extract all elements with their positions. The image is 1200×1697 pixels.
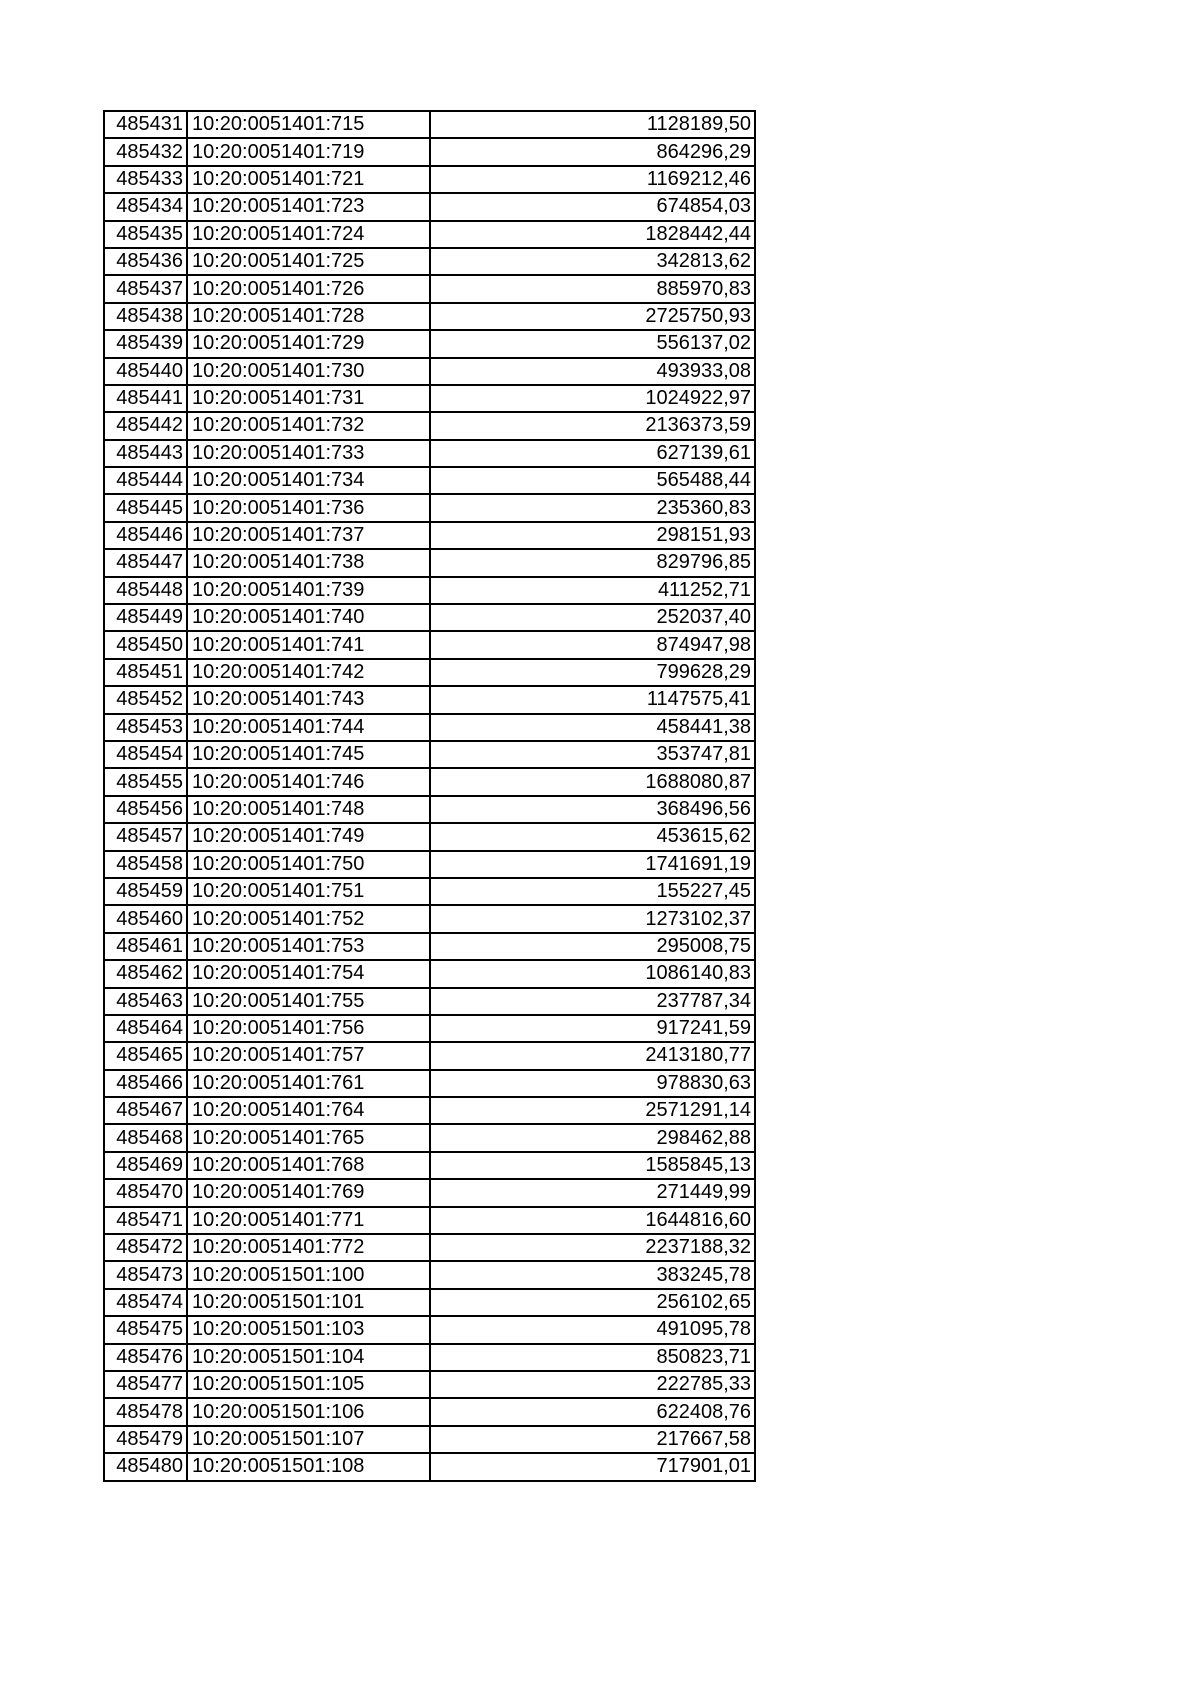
value-cell: 978830,63 [430,1070,755,1097]
value-cell: 1147575,41 [430,686,755,713]
row-id-cell: 485477 [104,1371,187,1398]
value-cell: 2237188,32 [430,1234,755,1261]
table-row [104,1344,755,1371]
cadastral-number-cell: 10:20:0051401:757 [187,1042,430,1069]
table-row [104,741,755,768]
value-cell: 458441,38 [430,714,755,741]
table-row [104,604,755,631]
cadastral-number-cell: 10:20:0051401:729 [187,330,430,357]
value-cell: 222785,33 [430,1371,755,1398]
row-id-cell: 485442 [104,412,187,439]
table-row [104,960,755,987]
row-id-cell: 485454 [104,741,187,768]
row-id-cell: 485447 [104,549,187,576]
cadastral-number-cell: 10:20:0051501:103 [187,1316,430,1343]
value-cell: 799628,29 [430,659,755,686]
value-cell: 1128189,50 [430,111,755,138]
cadastral-number-cell: 10:20:0051401:737 [187,522,430,549]
value-cell: 491095,78 [430,1316,755,1343]
value-cell: 217667,58 [430,1426,755,1453]
cadastral-number-cell: 10:20:0051401:733 [187,440,430,467]
row-id-cell: 485441 [104,385,187,412]
table-row [104,933,755,960]
table-body [104,111,755,1481]
value-cell: 256102,65 [430,1289,755,1316]
row-id-cell: 485460 [104,905,187,932]
row-id-cell: 485457 [104,823,187,850]
value-cell: 383245,78 [430,1261,755,1288]
value-cell: 627139,61 [430,440,755,467]
table-row [104,768,755,795]
cadastral-number-cell: 10:20:0051401:730 [187,358,430,385]
row-id-cell: 485466 [104,1070,187,1097]
value-cell: 1828442,44 [430,221,755,248]
cadastral-number-cell: 10:20:0051401:743 [187,686,430,713]
cadastral-number-cell: 10:20:0051401:721 [187,166,430,193]
value-cell: 1585845,13 [430,1152,755,1179]
table-row [104,577,755,604]
row-id-cell: 485462 [104,960,187,987]
row-id-cell: 485436 [104,248,187,275]
value-cell: 917241,59 [430,1015,755,1042]
table-row [104,878,755,905]
table-row [104,494,755,521]
row-id-cell: 485476 [104,1344,187,1371]
row-id-cell: 485470 [104,1179,187,1206]
row-id-cell: 485443 [104,440,187,467]
row-id-cell: 485464 [104,1015,187,1042]
cadastral-number-cell: 10:20:0051401:772 [187,1234,430,1261]
row-id-cell: 485472 [104,1234,187,1261]
table-row [104,659,755,686]
table-row [104,905,755,932]
value-cell: 1086140,83 [430,960,755,987]
cadastral-number-cell: 10:20:0051401:739 [187,577,430,604]
row-id-cell: 485453 [104,714,187,741]
cadastral-number-cell: 10:20:0051401:765 [187,1124,430,1151]
row-id-cell: 485465 [104,1042,187,1069]
cadastral-number-cell: 10:20:0051401:732 [187,412,430,439]
row-id-cell: 485459 [104,878,187,905]
table-row [104,330,755,357]
table-row [104,1234,755,1261]
table-row [104,1070,755,1097]
row-id-cell: 485449 [104,604,187,631]
value-cell: 411252,71 [430,577,755,604]
table-row [104,714,755,741]
value-cell: 252037,40 [430,604,755,631]
value-cell: 1741691,19 [430,851,755,878]
value-cell: 235360,83 [430,494,755,521]
value-cell: 295008,75 [430,933,755,960]
value-cell: 1169212,46 [430,166,755,193]
value-cell: 493933,08 [430,358,755,385]
cadastral-number-cell: 10:20:0051501:100 [187,1261,430,1288]
cadastral-number-cell: 10:20:0051401:768 [187,1152,430,1179]
value-cell: 1688080,87 [430,768,755,795]
table-row [104,851,755,878]
table-row [104,385,755,412]
value-cell: 864296,29 [430,138,755,165]
row-id-cell: 485478 [104,1398,187,1425]
cadastral-number-cell: 10:20:0051401:738 [187,549,430,576]
cadastral-number-cell: 10:20:0051401:754 [187,960,430,987]
cadastral-number-cell: 10:20:0051401:755 [187,988,430,1015]
row-id-cell: 485456 [104,796,187,823]
cadastral-number-cell: 10:20:0051401:753 [187,933,430,960]
value-cell: 155227,45 [430,878,755,905]
table-row [104,1207,755,1234]
row-id-cell: 485438 [104,303,187,330]
table-row [104,522,755,549]
row-id-cell: 485461 [104,933,187,960]
value-cell: 298151,93 [430,522,755,549]
cadastral-number-cell: 10:20:0051501:108 [187,1453,430,1480]
table-row [104,1179,755,1206]
row-id-cell: 485452 [104,686,187,713]
row-id-cell: 485471 [104,1207,187,1234]
value-cell: 556137,02 [430,330,755,357]
table-row [104,111,755,138]
cadastral-number-cell: 10:20:0051401:725 [187,248,430,275]
row-id-cell: 485446 [104,522,187,549]
row-id-cell: 485432 [104,138,187,165]
value-cell: 874947,98 [430,631,755,658]
table-row [104,1453,755,1480]
value-cell: 885970,83 [430,275,755,302]
row-id-cell: 485467 [104,1097,187,1124]
cadastral-number-cell: 10:20:0051401:731 [187,385,430,412]
table-row [104,440,755,467]
row-id-cell: 485473 [104,1261,187,1288]
value-cell: 717901,01 [430,1453,755,1480]
cadastral-number-cell: 10:20:0051401:734 [187,467,430,494]
table-row [104,221,755,248]
value-cell: 2413180,77 [430,1042,755,1069]
value-cell: 2725750,93 [430,303,755,330]
row-id-cell: 485474 [104,1289,187,1316]
value-cell: 353747,81 [430,741,755,768]
table-row [104,796,755,823]
value-cell: 453615,62 [430,823,755,850]
row-id-cell: 485451 [104,659,187,686]
value-cell: 1024922,97 [430,385,755,412]
row-id-cell: 485448 [104,577,187,604]
table-row [104,1316,755,1343]
value-cell: 1644816,60 [430,1207,755,1234]
table-row [104,303,755,330]
table-row [104,1289,755,1316]
row-id-cell: 485450 [104,631,187,658]
table-row [104,988,755,1015]
cadastral-number-cell: 10:20:0051501:106 [187,1398,430,1425]
value-cell: 298462,88 [430,1124,755,1151]
table-row [104,1371,755,1398]
cadastral-number-cell: 10:20:0051401:745 [187,741,430,768]
value-cell: 342813,62 [430,248,755,275]
cadastral-number-cell: 10:20:0051401:726 [187,275,430,302]
cadastral-number-cell: 10:20:0051401:741 [187,631,430,658]
cadastral-number-cell: 10:20:0051401:764 [187,1097,430,1124]
cadastral-number-cell: 10:20:0051401:736 [187,494,430,521]
value-cell: 237787,34 [430,988,755,1015]
table-row [104,1261,755,1288]
table-row [104,412,755,439]
table-row [104,631,755,658]
cadastral-value-table [103,110,756,1482]
cadastral-number-cell: 10:20:0051401:751 [187,878,430,905]
value-cell: 2571291,14 [430,1097,755,1124]
cadastral-number-cell: 10:20:0051501:107 [187,1426,430,1453]
cadastral-number-cell: 10:20:0051401:744 [187,714,430,741]
row-id-cell: 485468 [104,1124,187,1151]
value-cell: 271449,99 [430,1179,755,1206]
table-row [104,193,755,220]
row-id-cell: 485445 [104,494,187,521]
cadastral-number-cell: 10:20:0051401:769 [187,1179,430,1206]
row-id-cell: 485437 [104,275,187,302]
table-row [104,1426,755,1453]
value-cell: 622408,76 [430,1398,755,1425]
cadastral-number-cell: 10:20:0051401:749 [187,823,430,850]
value-cell: 368496,56 [430,796,755,823]
cadastral-number-cell: 10:20:0051401:728 [187,303,430,330]
table-row [104,1097,755,1124]
cadastral-number-cell: 10:20:0051401:715 [187,111,430,138]
row-id-cell: 485480 [104,1453,187,1480]
table-row [104,467,755,494]
cadastral-number-cell: 10:20:0051401:746 [187,768,430,795]
row-id-cell: 485433 [104,166,187,193]
cadastral-number-cell: 10:20:0051401:771 [187,1207,430,1234]
row-id-cell: 485444 [104,467,187,494]
table-row [104,823,755,850]
table-row [104,686,755,713]
value-cell: 850823,71 [430,1344,755,1371]
row-id-cell: 485440 [104,358,187,385]
cadastral-number-cell: 10:20:0051401:740 [187,604,430,631]
cadastral-number-cell: 10:20:0051401:756 [187,1015,430,1042]
cadastral-number-cell: 10:20:0051401:723 [187,193,430,220]
row-id-cell: 485434 [104,193,187,220]
table-row [104,166,755,193]
row-id-cell: 485458 [104,851,187,878]
value-cell: 829796,85 [430,549,755,576]
table-row [104,549,755,576]
cadastral-number-cell: 10:20:0051401:750 [187,851,430,878]
row-id-cell: 485469 [104,1152,187,1179]
value-cell: 674854,03 [430,193,755,220]
table-row [104,1152,755,1179]
cadastral-number-cell: 10:20:0051401:752 [187,905,430,932]
cadastral-number-cell: 10:20:0051401:724 [187,221,430,248]
table-row [104,358,755,385]
cadastral-number-cell: 10:20:0051401:748 [187,796,430,823]
row-id-cell: 485439 [104,330,187,357]
cadastral-number-cell: 10:20:0051401:719 [187,138,430,165]
table-row [104,248,755,275]
row-id-cell: 485455 [104,768,187,795]
table-row [104,1042,755,1069]
cadastral-number-cell: 10:20:0051401:761 [187,1070,430,1097]
row-id-cell: 485475 [104,1316,187,1343]
cadastral-number-cell: 10:20:0051401:742 [187,659,430,686]
row-id-cell: 485431 [104,111,187,138]
value-cell: 1273102,37 [430,905,755,932]
table-row [104,1398,755,1425]
table-row [104,138,755,165]
table-row [104,1124,755,1151]
cadastral-number-cell: 10:20:0051501:105 [187,1371,430,1398]
row-id-cell: 485435 [104,221,187,248]
cadastral-number-cell: 10:20:0051501:104 [187,1344,430,1371]
value-cell: 2136373,59 [430,412,755,439]
row-id-cell: 485479 [104,1426,187,1453]
row-id-cell: 485463 [104,988,187,1015]
table-row [104,1015,755,1042]
cadastral-number-cell: 10:20:0051501:101 [187,1289,430,1316]
value-cell: 565488,44 [430,467,755,494]
table-row [104,275,755,302]
